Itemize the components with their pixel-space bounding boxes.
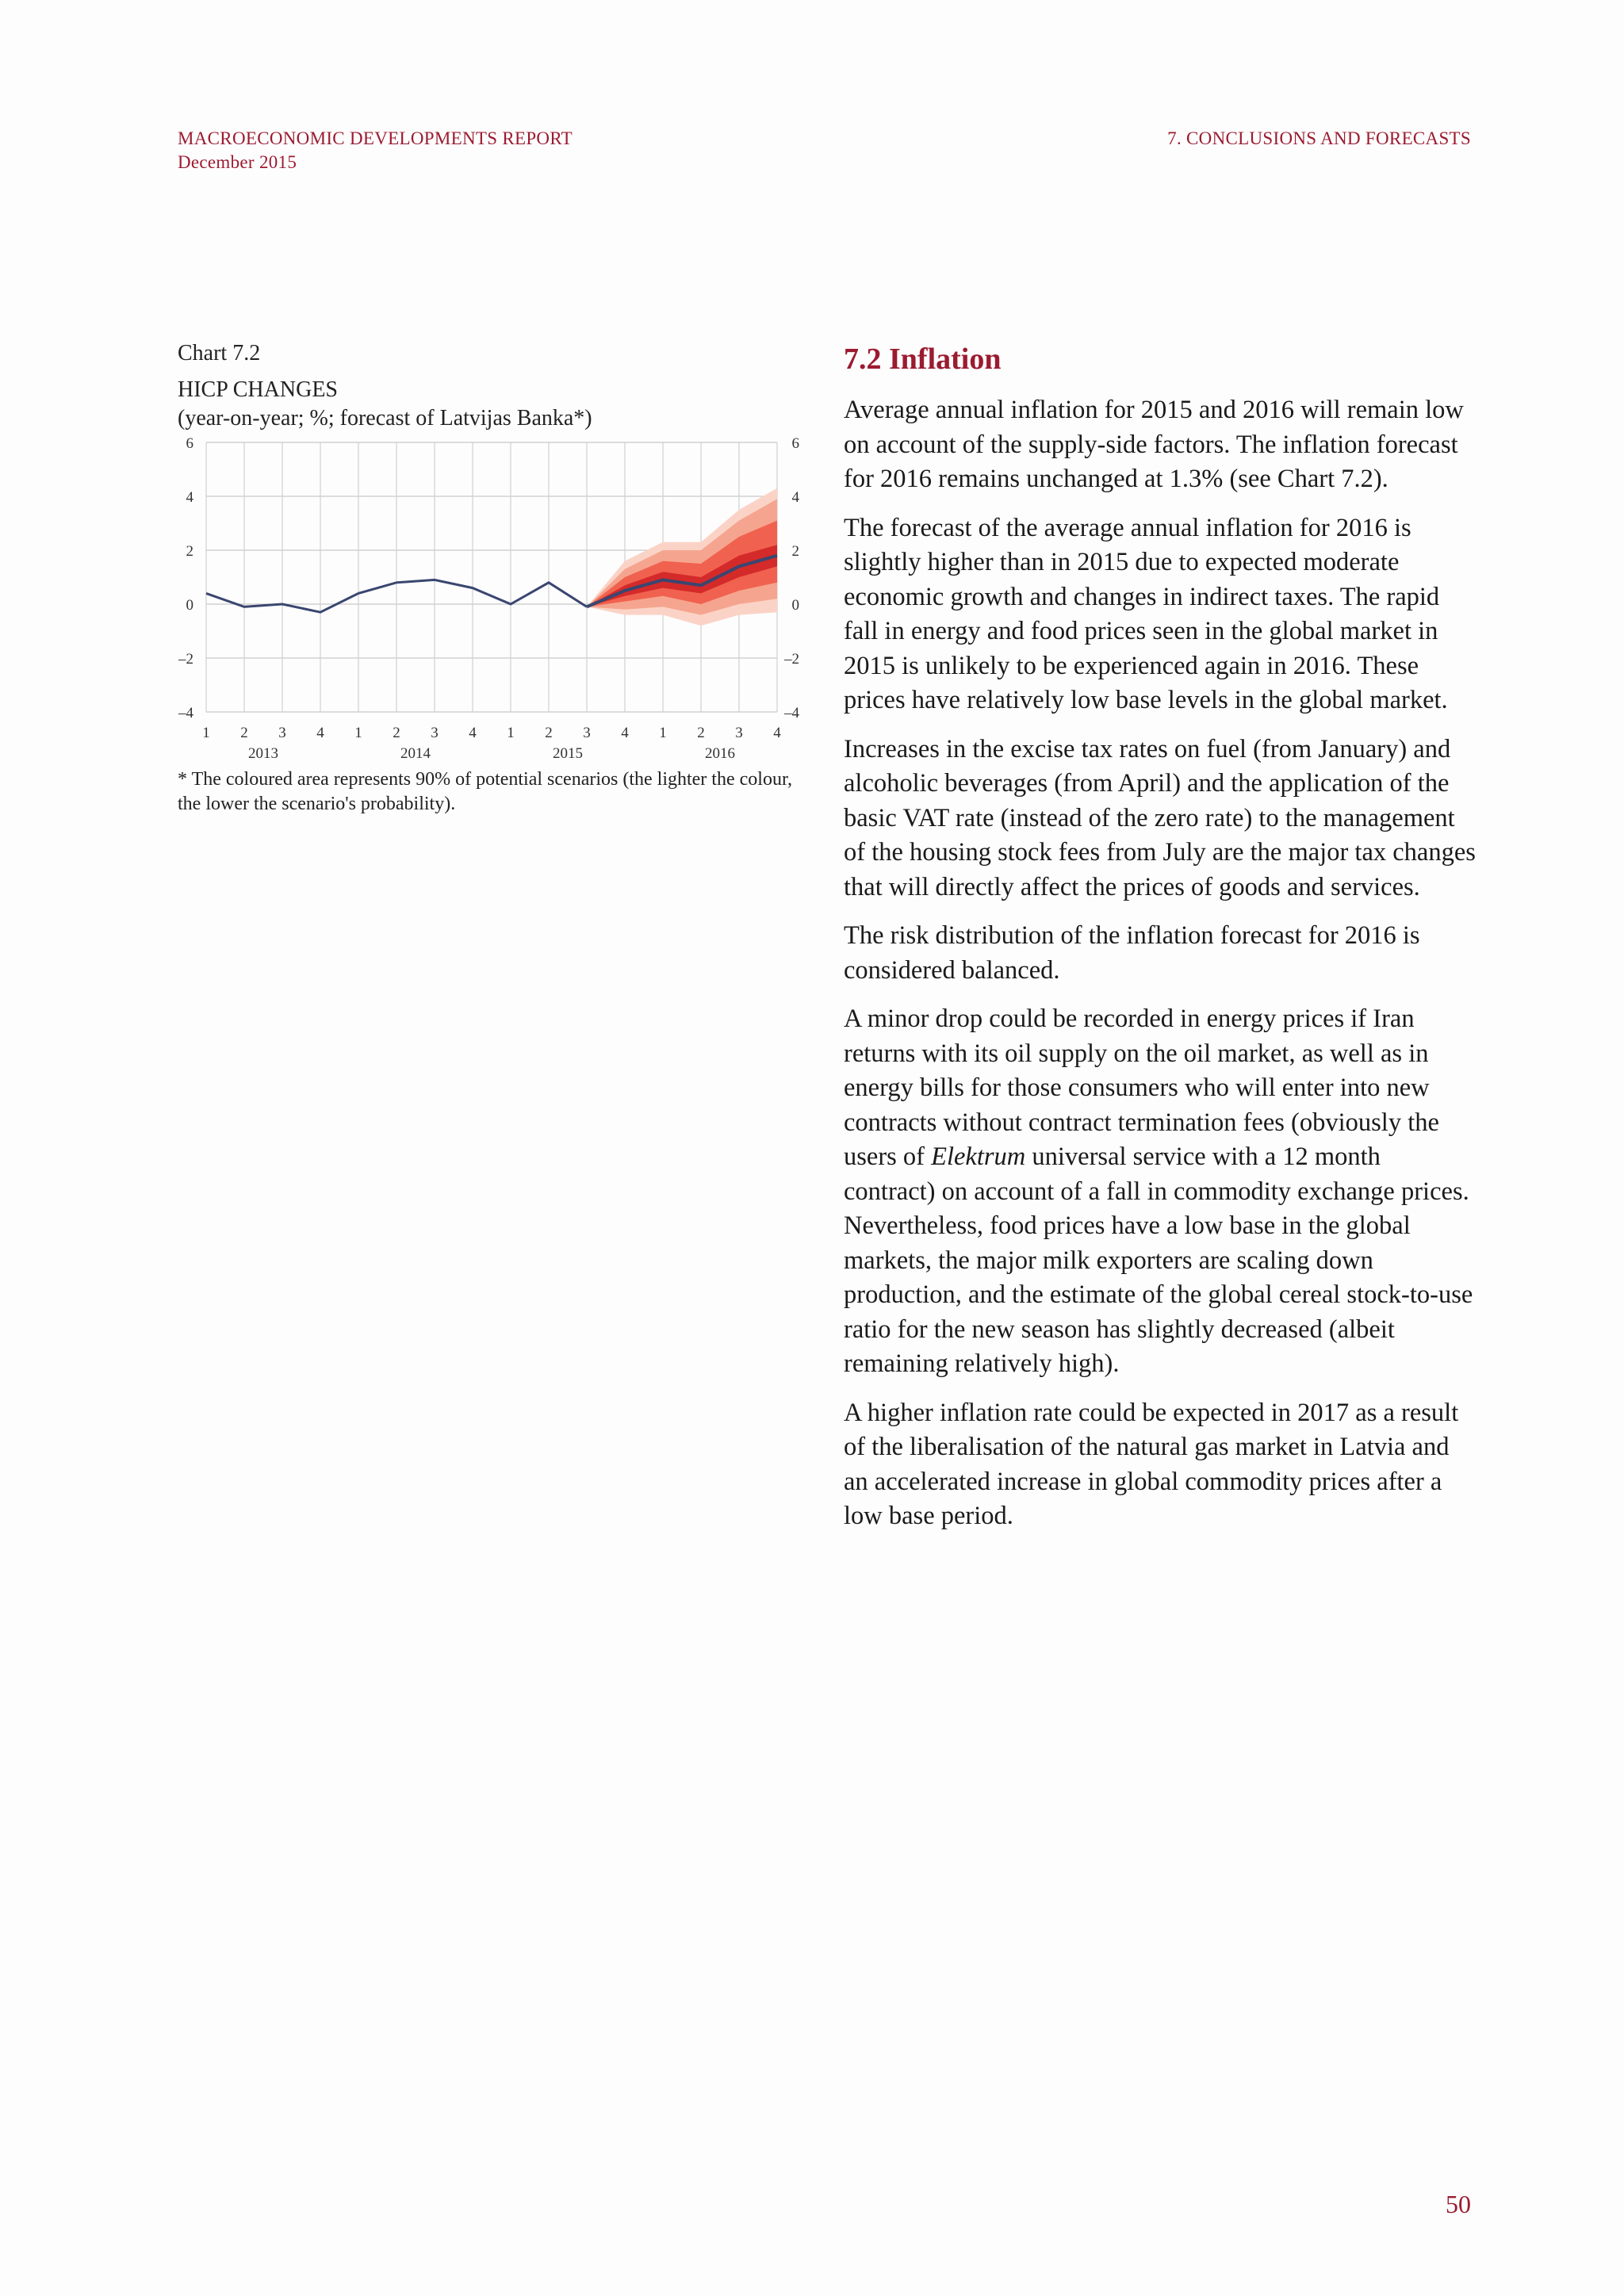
paragraph: A higher inflation rate could be expected in 2017 as a result of the liberalisation of the natural gas market in Latvia and an accelerated increase in global commodity prices after a low base period.: [844, 1398, 1459, 1530]
chart-block: [178, 339, 799, 817]
x-tick-label: 1: [202, 725, 210, 741]
x-tick-label: 2: [697, 725, 705, 741]
section-title: 7.2 Inflation: [844, 342, 1002, 376]
x-tick-label: 2: [393, 725, 400, 741]
y-tick-label: –2: [178, 651, 193, 668]
report-header: [178, 127, 573, 174]
chart-title: HICP CHANGES: [178, 377, 338, 402]
chart-number: Chart 7.2: [178, 341, 261, 365]
hicp-fan-chart: [178, 434, 799, 767]
x-tick-label: 3: [431, 725, 439, 741]
paragraph: The risk distribution of the inflation forecast for 2016 is considered balanced.: [844, 921, 1420, 985]
paragraph: Average annual inflation for 2015 and 2016 will remain low on account of the supply-side factors. The inflation forecast for 2016 remains unchanged at 1.3% (see Chart 7.2).: [844, 396, 1464, 493]
x-tick-label: 2: [240, 725, 248, 741]
brand-name: Elektrum: [931, 1142, 1026, 1171]
chart-subtitle: (year-on-year; %; forecast of Latvijas Banka*): [178, 406, 592, 430]
y-tick-label: 2: [791, 543, 799, 560]
year-label: 2016: [705, 745, 735, 762]
x-tick-label: 4: [621, 725, 629, 741]
main-text: [844, 339, 1478, 1548]
y-tick-label: 0: [791, 597, 799, 614]
x-tick-label: 4: [316, 725, 324, 741]
year-label: 2015: [553, 745, 583, 762]
paragraph: The forecast of the average annual inflation for 2016 is slightly higher than in 2015 due to expected moderate economic growth and changes in indirect taxes. The rapid fall in energy and food prices seen in the global market in 2015 is unlikely to be experienced again in 2016. These prices have relatively low base levels in the global market.: [844, 513, 1448, 714]
x-tick-label: 4: [773, 725, 781, 741]
x-tick-label: 2: [545, 725, 553, 741]
y-tick-label: –4: [784, 705, 799, 721]
x-tick-label: 1: [659, 725, 667, 741]
x-tick-label: 3: [583, 725, 591, 741]
y-tick-label: 0: [186, 597, 193, 614]
x-tick-label: 3: [278, 725, 286, 741]
paragraph: [844, 1002, 1478, 1382]
section-header: 7. CONCLUSIONS AND FORECASTS: [1167, 128, 1471, 148]
x-tick-label: 1: [507, 725, 515, 741]
year-label: 2014: [400, 745, 431, 762]
report-date: December 2015: [178, 152, 297, 172]
y-tick-label: 4: [791, 489, 799, 506]
y-tick-label: –4: [178, 705, 193, 721]
paragraph: Increases in the excise tax rates on fuel (from January) and alcoholic beverages (from April) and the application of the basic VAT rate (instead of the zero rate) to the management of the housing stock fees from July are the major tax changes that will directly affect the prices of goods and services.: [844, 734, 1476, 901]
y-tick-label: 6: [186, 435, 193, 452]
y-tick-label: 4: [186, 489, 193, 506]
chart-footnote: * The coloured area represents 90% of potential scenarios (the lighter the colour, the lower the scenario's probability).: [178, 769, 792, 814]
x-tick-label: 4: [469, 725, 477, 741]
x-tick-label: 3: [735, 725, 743, 741]
paragraph-text: A minor drop could be recorded in energy prices if Iran returns with its oil supply on the oil market, as well as in energy bills for those consumers who will enter into new contracts without contract termination fees (obviously the users of: [844, 1004, 1439, 1171]
y-tick-label: 6: [791, 435, 799, 452]
paragraph-text: universal service with a 12 month contract) on account of a fall in commodity exchange prices. Nevertheless, food prices have a low base in the global markets, the major milk exporters are scaling down production, and the estimate of the global cereal stock-to-use ratio for the new season has slightly decreased (albeit remaining relatively high).: [844, 1142, 1473, 1378]
year-label: 2013: [248, 745, 278, 762]
y-tick-label: –2: [784, 651, 799, 668]
y-tick-label: 2: [186, 543, 193, 560]
page-number: 50: [1446, 2190, 1471, 2218]
report-title: MACROECONOMIC DEVELOPMENTS REPORT: [178, 128, 573, 148]
x-tick-label: 1: [354, 725, 362, 741]
